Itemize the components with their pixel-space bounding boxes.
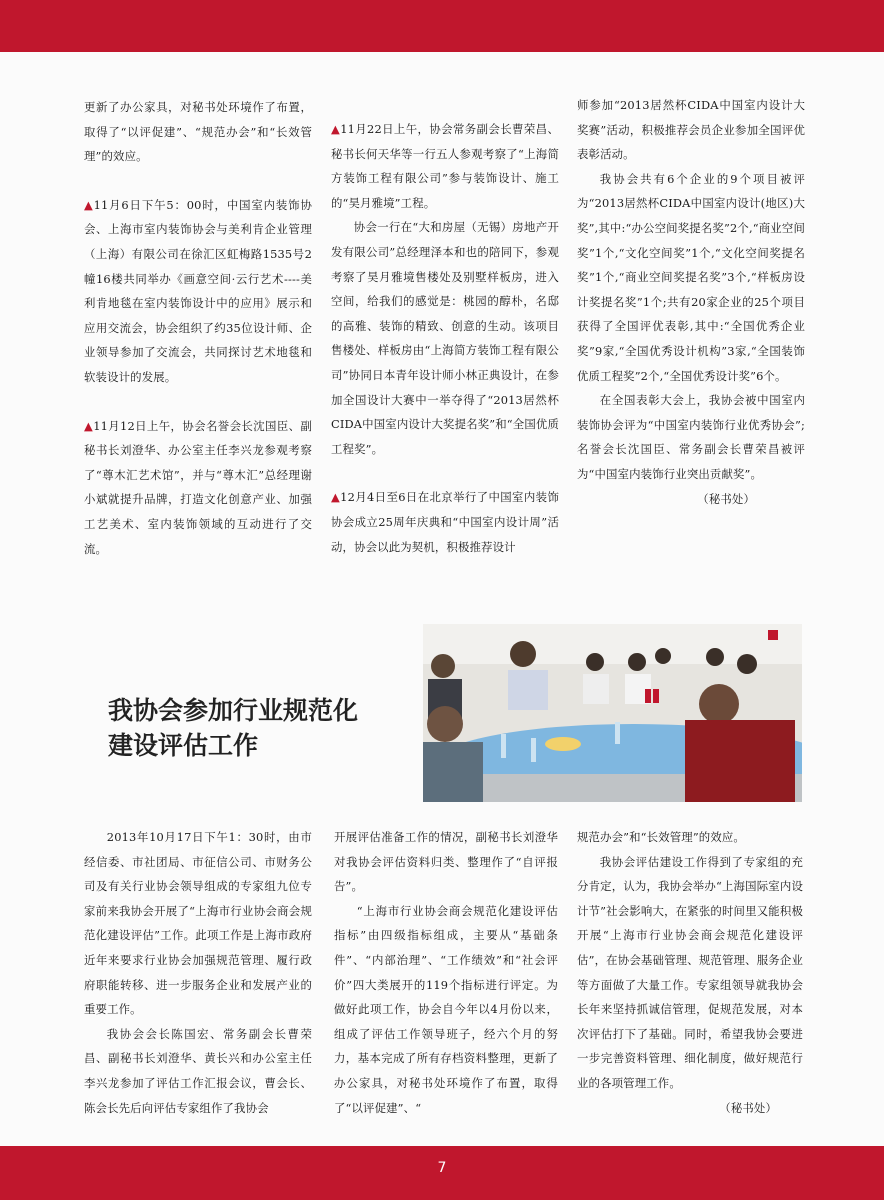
news-column-1 <box>84 95 312 561</box>
paragraph <box>84 825 312 1022</box>
paragraph <box>577 93 805 167</box>
paragraph-text: 12月4日至6日在北京举行了中国室内装饰协会成立25周年庆典和“中国室内设计周”活动，协会以此为契机，积极推荐设计 <box>331 490 559 554</box>
paragraph-text: 协会一行在“大和房屋（无锡）房地产开发有限公司”总经理泽本和也的陪同下，参观考察了昊月雅境售楼处及别墅样板房，进入空间，给我们的感觉是：桃园的醇朴，名邸的高雅、装饰的精致、创意的生动。该项目售楼处、样板房由“上海简方装饰工程有限公司”协同日本青年设计师小林正典设计，在参加全国设计大赛中一举夺得了“2013居然杯CIDA中国室内设计大奖提名奖”和“全国优质工程奖”。 <box>331 220 559 456</box>
article-column-3 <box>577 825 803 1120</box>
paragraph-text: 11月22日上午，协会常务副会长曹荣昌、秘书长何天华等一行五人参观考察了“上海简方装饰工程有限公司”参与装饰设计、施工的“昊月雅境”工程。 <box>331 122 559 210</box>
paragraph <box>334 899 558 1120</box>
paragraph <box>84 414 312 562</box>
paragraph-text: （秘书处） <box>697 491 755 506</box>
paragraph-text: 我协会会长陈国宏、常务副会长曹荣昌、副秘书长刘澄华、黄长兴和办公室主任李兴龙参加了评估工作汇报会议，曹会长、陈会长先后向评估专家组作了我协会 <box>84 1026 312 1115</box>
paragraph-text: 11月6日下午5：00时，中国室内装饰协会、上海市室内装饰协会与美利肯企业管理（上海）有限公司在徐汇区虹梅路1535号2幢16楼共同举办《画意空间·云行艺术----美利肯地毯在室内装饰设计中的应用》展示和应用交流会，协会组织了约35位设计师、企业领导参加了交流会，共同探讨艺术地毯和软装设计的发展。 <box>84 197 312 384</box>
paragraph <box>84 1022 312 1120</box>
triangle-bullet-icon: ▲ <box>84 418 94 433</box>
paragraph <box>577 487 805 512</box>
article-column-1 <box>84 825 312 1120</box>
article-title-line-1: 我协会参加行业规范化 <box>108 696 359 725</box>
meeting-photo <box>423 624 802 802</box>
triangle-bullet-icon: ▲ <box>331 490 341 505</box>
paragraph <box>577 850 803 1096</box>
paragraph <box>331 485 559 559</box>
news-column-2 <box>331 117 559 559</box>
paragraph <box>84 95 312 169</box>
article-column-2 <box>334 825 558 1120</box>
paragraph <box>577 825 803 850</box>
paragraph-text: 2013年10月17日下午1：30时，由市经信委、市社团局、市征信公司、市财务公司及有关行业协会领导组成的专家组九位专家前来我协会开展了“上海市行业协会商会规范化建设评估”工作。此项工作是上海市政府近年来要求行业协会加强规范管理、履行政府职能转移、进一步服务企业和发展产业的重要工作。 <box>84 830 312 1017</box>
paragraph <box>84 193 312 390</box>
paragraph-text: 我协会评估建设工作得到了专家组的充分肯定，认为，我协会举办“上海国际室内设计节”社会影响大，在紧张的时间里又能积极开展“上海市行业协会商会规范化建设评估”，在协会基础管理、规范管理、服务企业等方面做了大量工作。专家组领导就我协会长年来坚持抓诚信管理，促规范发展，对本次评估打下了基础。同时，希望我协会要进一步完善资料管理、细化制度，做好规范行业的各项管理工作。 <box>577 854 803 1090</box>
paragraph <box>331 117 559 215</box>
paragraph <box>577 167 805 388</box>
page-number: 7 <box>437 1160 447 1176</box>
paragraph-text: “上海市行业协会商会规范化建设评估指标”由四级指标组成，主要从“基础条件”、“内部治理”、“工作绩效”和“社会评价”四大类展开的119个指标进行评定。为做好此项工作，协会自今年以4月份以来，组成了评估工作领导班子，经六个月的努力，基本完成了所有存档资料整理，更新了办公家具，对秘书处环境作了布置，取得了“以评促建”、“ <box>334 903 558 1115</box>
paragraph-text: 11月12日上午，协会名誉会长沈国臣、副秘书长刘澄华、办公室主任李兴龙参观考察了“尊木汇艺术馆”，并与“尊木汇”总经理谢小斌就提升品牌，打造文化创意产业、加强工艺美术、室内装饰领域的互动进行了交流。 <box>84 418 312 556</box>
triangle-bullet-icon: ▲ <box>331 122 341 136</box>
paragraph-text: 在全国表彰大会上，我协会被中国室内装饰协会评为“中国室内装饰行业优秀协会”;名誉会长沈国臣、常务副会长曹荣昌被评为“中国室内装饰行业突出贡献奖”。 <box>577 393 805 481</box>
paragraph-text: （秘书处） <box>719 1100 777 1115</box>
paragraph-text: 我协会共有6个企业的9个项目被评为“2013居然杯CIDA中国室内设计(地区)大奖”,其中:“办公空间奖提名奖”2个,“商业空间奖”1个,“文化空间奖”1个,“文化空间奖提名奖”1个,“商业空间奖提名奖”3个,“样板房设计奖提名奖”1个;共有20家企业的25个项目获得了全国评优表彰,其中:“全国优秀企业奖”9家,“全国优秀设计机构”3家,“全国装饰优质工程奖”2个,“全国优秀设计奖”6个。 <box>577 171 805 383</box>
paragraph <box>331 215 559 461</box>
article-title-line-2: 建设评估工作 <box>108 731 259 760</box>
top-color-band <box>0 0 884 52</box>
paragraph <box>577 1096 803 1121</box>
paragraph-text: 规范办会”和“长效管理”的效应。 <box>577 830 745 844</box>
paragraph-text: 开展评估准备工作的情况，副秘书长刘澄华对我协会评估资料归类、整理作了“自评报告”。 <box>334 830 558 894</box>
triangle-bullet-icon: ▲ <box>84 197 94 212</box>
news-column-3 <box>577 93 805 511</box>
paragraph-text: 更新了办公家具，对秘书处环境作了布置，取得了“以评促建”、“规范办会”和“长效管理”的效应。 <box>84 100 312 164</box>
paragraph <box>334 825 558 899</box>
paragraph <box>577 388 805 486</box>
paragraph-text: 师参加“2013居然杯CIDA中国室内设计大奖赛”活动，积极推荐会员企业参加全国评优表彰活动。 <box>577 98 805 162</box>
article-title <box>108 693 408 763</box>
